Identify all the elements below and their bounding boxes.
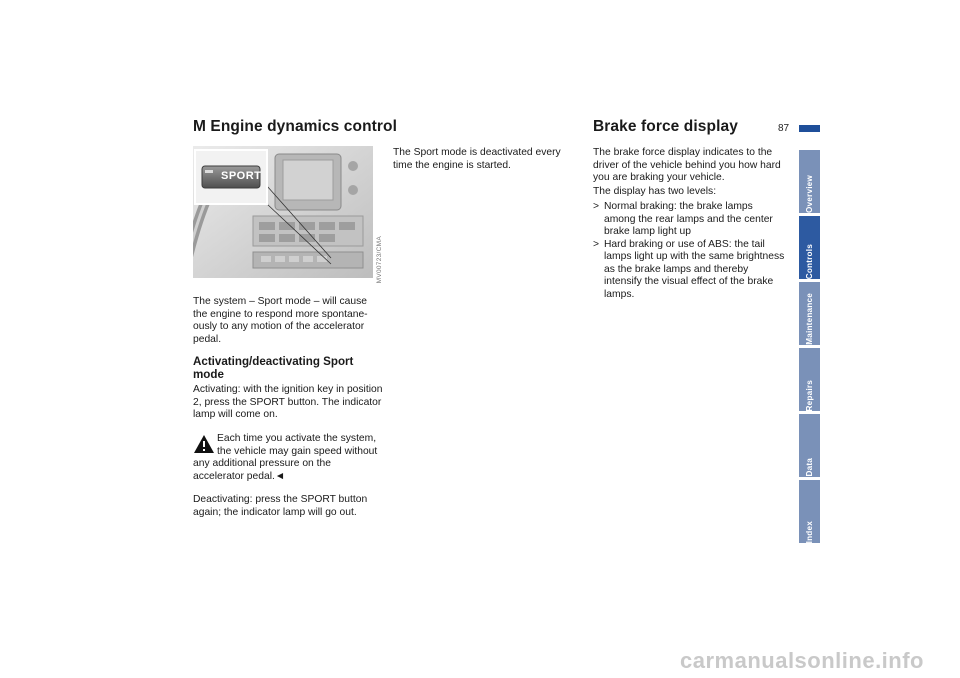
activating-paragraph: Activating: with the ignition key in position 2, press the SPORT button. The indicator lamp will come on.: [193, 384, 383, 420]
side-tab-index[interactable]: [799, 480, 820, 543]
dashboard-illustration: [193, 146, 373, 278]
sport-button-label: SPORT: [221, 170, 262, 182]
warning-text-content: Each time you activate the system, the vehicle may gain speed without any additional pressure on the accelerator pedal.◄: [193, 433, 378, 482]
list-item: [593, 201, 785, 239]
bullet-marker: >: [593, 201, 600, 212]
section-heading-activating: Activating/deactivating Sport mode: [193, 355, 354, 381]
side-tab-label: Overview: [805, 174, 814, 213]
figure-code: MV00723/CMA: [376, 236, 383, 284]
list-item-text: Hard braking or use of ABS: the tail lamps light up with the same brightness as the brake lamps and thereby intensify the visual effect of the brake lamps.: [604, 238, 785, 300]
section-title-engine-dynamics: M Engine dynamics control: [193, 118, 398, 135]
list-item: [593, 239, 785, 302]
sport-mode-note: The Sport mode is deactivated every time the engine is started.: [393, 147, 561, 171]
section-marker-bar: [799, 125, 820, 132]
brake-paragraph-2: The display has two levels:: [593, 186, 717, 197]
side-tab-overview[interactable]: [799, 150, 820, 213]
intro-paragraph: The system – Sport mode – will cause the engine to respond more spontaneously to any motion of the accelerator pedal.: [193, 296, 368, 345]
brake-paragraph-1: The brake force display indicates to the driver of the vehicle behind you how hard you are braking your vehicle.: [593, 147, 781, 183]
side-tab-label: Controls: [805, 243, 814, 279]
side-tab-data[interactable]: [799, 414, 820, 477]
side-tab-label: Index: [805, 520, 814, 543]
list-item-text: Normal braking: the brake lamps among the rear lamps and the center brake lamp light up: [604, 201, 773, 237]
bullet-marker: >: [593, 238, 600, 250]
page-number: 87: [778, 123, 790, 134]
side-tab-label: Maintenance: [805, 293, 814, 345]
section-title-brake-force: Brake force display: [593, 118, 738, 135]
side-tab-repairs[interactable]: [799, 348, 820, 411]
side-tab-label: Repairs: [805, 379, 814, 411]
dashboard-figure: [193, 146, 373, 278]
warning-text: [193, 433, 383, 483]
side-tab-label: Data: [805, 458, 814, 477]
brake-levels-list: [593, 201, 785, 301]
side-tab-controls[interactable]: [799, 216, 820, 279]
watermark: carmanualsonline.info: [680, 648, 924, 673]
side-tab-maintenance[interactable]: [799, 282, 820, 345]
deactivating-paragraph: Deactivating: press the SPORT button again; the indicator lamp will go out.: [193, 494, 368, 518]
